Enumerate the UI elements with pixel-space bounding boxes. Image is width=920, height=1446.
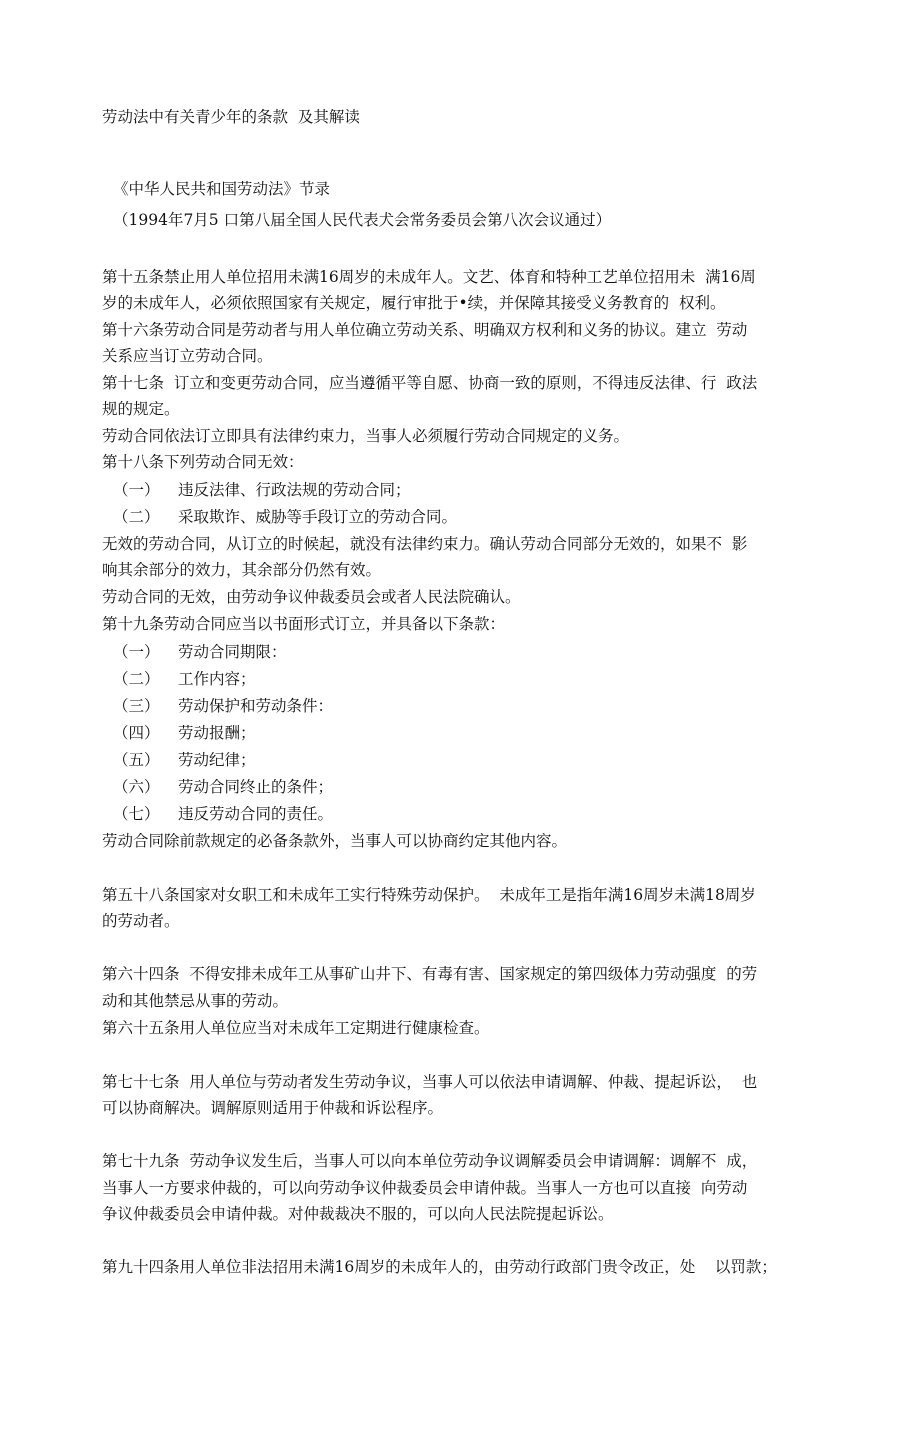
text-line: 第七十九条 劳动争议发生后，当事人可以向本单位劳动争议调解委员会申请调解：调解不 成，	[102, 1152, 758, 1170]
document-title: 劳动法中有关青少年的条款 及其解读	[102, 108, 360, 126]
text-line: 劳动合同的无效，由劳动争议仲裁委员会或者人民法院确认。	[102, 588, 521, 606]
text-line: 关系应当订立劳动合同。	[102, 347, 273, 365]
text-line: 第五十八条国家对女职工和未成年工实行特殊劳动保护。 未成年工是指年满16周岁未满18周岁	[102, 886, 756, 904]
list-item-text: 采取欺诈、威胁等手段订立的劳动合同。	[178, 508, 458, 526]
list-item	[113, 480, 411, 500]
list-item-text: 劳动报酬；	[178, 724, 256, 742]
text-line: 第十五条禁止用人单位招用未满16周岁的未成年人。文艺、体育和特种工艺单位招用未 满16周	[102, 268, 756, 286]
text-line: 第十七条 订立和变更劳动合同，应当遵循平等自愿、协商一致的原则，不得违反法律、行 政法	[102, 374, 758, 392]
list-item	[113, 777, 333, 797]
source-note: （1994年7月5 口第八届全国人民代表犬会常务委员会第八次会议通过）	[113, 211, 612, 229]
list-item-text: 劳动保护和劳动条件：	[178, 697, 334, 715]
list-item	[113, 669, 256, 689]
list-item-text: 劳动合同终止的条件；	[178, 778, 334, 796]
list-item-number: （七）	[113, 805, 160, 823]
list-item-text: 违反劳动合同的责任。	[178, 805, 334, 823]
text-line: 第九十四条用人单位非法招用未满16周岁的未成年人的，由劳动行政部门贵令改正，处 以罚款；	[102, 1258, 777, 1276]
text-line: 争议仲裁委员会申请仲裁。对仲裁裁决不服的，可以向人民法院提起诉讼。	[102, 1205, 614, 1223]
list-item	[113, 642, 287, 662]
list-item-number: （六）	[113, 778, 160, 796]
list-item-text: 劳动合同期限：	[178, 643, 287, 661]
text-line: 规的规定。	[102, 400, 180, 418]
text-line: 第六十五条用人单位应当对未成年工定期进行健康检查。	[102, 1019, 490, 1037]
list-item-number: （二）	[113, 670, 160, 688]
list-item-number: （一）	[113, 481, 160, 499]
list-item-number: （三）	[113, 697, 160, 715]
list-item	[113, 507, 457, 527]
text-line: 第十九条劳动合同应当以书面形式订立，并具备以下条款：	[102, 615, 506, 633]
text-line: 的劳动者。	[102, 912, 180, 930]
text-line: 岁的未成年人，必须依照国家有关规定，履行审批于•续，并保障其接受义务教育的 权利。	[102, 294, 726, 312]
list-item-number: （五）	[113, 751, 160, 769]
list-item-text: 劳动纪律；	[178, 751, 256, 769]
list-item	[113, 723, 256, 743]
list-item	[113, 750, 256, 770]
text-line: 当事人一方要求仲裁的，可以向劳动争议仲裁委员会申请仲裁。当事人一方也可以直接 向劳动	[102, 1179, 748, 1197]
list-item-text: 违反法律、行政法规的劳动合同；	[178, 481, 411, 499]
text-line: 第十六条劳动合同是劳动者与用人单位确立劳动关系、明确双方权利和义务的协议。建立 劳动	[102, 321, 748, 339]
text-line: 无效的劳动合同，从订立的时候起，就没有法律约束力。确认劳动合同部分无效的，如果不 影	[102, 535, 748, 553]
text-line: 劳动合同除前款规定的必备条款外，当事人可以协商约定其他内容。	[102, 832, 568, 850]
source-name: 《中华人民共和国劳动法》节录	[113, 180, 331, 198]
text-line: 第七十七条 用人单位与劳动者发生劳动争议，当事人可以依法申请调解、仲裁、提起诉讼， 也	[102, 1073, 758, 1091]
text-line: 第六十四条 不得安排未成年工从事矿山井下、有毒有害、国家规定的第四级体力劳动强度 的劳	[102, 965, 758, 983]
list-item	[113, 696, 333, 716]
list-item-number: （一）	[113, 643, 160, 661]
list-item	[113, 804, 333, 824]
text-line: 可以协商解决。调解原则适用于仲裁和诉讼程序。	[102, 1099, 444, 1117]
text-line: 第十八条下列劳动合同无效：	[102, 453, 304, 471]
text-line: 动和其他禁忌从事的劳动。	[102, 992, 289, 1010]
list-item-number: （二）	[113, 508, 160, 526]
text-line: 响其余部分的效力，其余部分仍然有效。	[102, 561, 382, 579]
text-line: 劳动合同依法订立即具有法律约束力，当事人必须履行劳动合同规定的义务。	[102, 427, 630, 445]
list-item-text: 工作内容；	[178, 670, 256, 688]
list-item-number: （四）	[113, 724, 160, 742]
